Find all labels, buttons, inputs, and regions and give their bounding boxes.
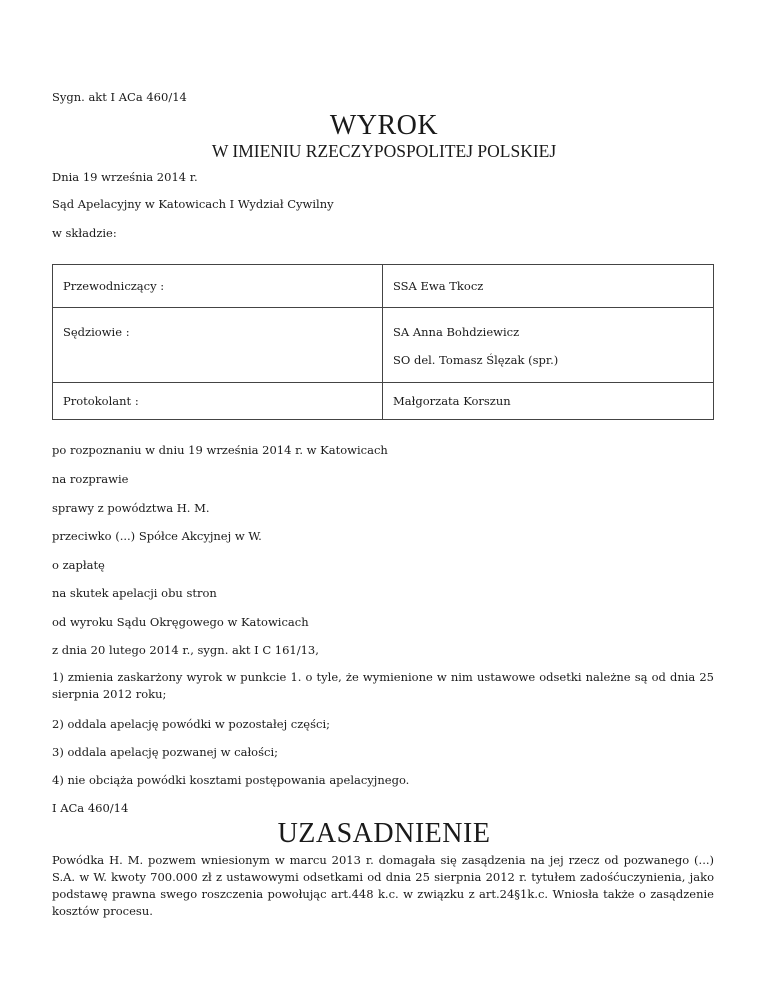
date-line: Dnia 19 września 2014 r. (52, 170, 198, 184)
ruling-item: 1) zmienia zaskarżony wyrok w punkcie 1. o tyle, że wymienione w nim ustawowe odsetki należne są od dnia 25 sierpnia 2012 roku; (52, 670, 714, 701)
judge-2-name: SO del. Tomasz Ślęzak (spr.) (393, 353, 559, 367)
proceeding-line: z dnia 20 lutego 2014 r., sygn. akt I C 161/13, (52, 643, 319, 657)
case-reference: Sygn. akt I ACa 460/14 (52, 90, 187, 104)
proceeding-line: na skutek apelacji obu stron (52, 586, 217, 600)
proceeding-line: od wyroku Sądu Okręgowego w Katowicach (52, 615, 309, 629)
presiding-label: Przewodniczący : (63, 279, 165, 293)
judges-label: Sędziowie : (63, 325, 130, 339)
panel-row-judges (53, 308, 714, 383)
proceeding-line: przeciwko (...) Spółce Akcyjnej w W. (52, 529, 262, 543)
proceeding-line: sprawy z powództwa H. M. (52, 501, 210, 515)
clerk-name: Małgorzata Korszun (393, 394, 511, 408)
justification-paragraph: Powódka H. M. pozwem wniesionym w marcu 2013 r. domagała się zasądzenia na jej rzecz od pozwanego (...) S.A. w W. kwoty 700.000 zł z ustawowymi odsetkami od dnia 25 sierpnia 2012 r. tytułem zadośćuczynienia, jako podstawę prawna swego roszczenia powołując art.448 k.c. w związku z art.24§1k.c. Wniosła także o zasądzenie kosztów procesu. (52, 853, 714, 918)
panel-row-presiding (53, 265, 714, 308)
proceeding-line: na rozprawie (52, 472, 129, 486)
ruling-item: 4) nie obciąża powódki kosztami postępowania apelacyjnego. (52, 773, 410, 787)
case-reference-short: I ACa 460/14 (52, 801, 129, 815)
judgment-title: WYROK (329, 110, 439, 141)
ruling-item: 3) oddala apelację pozwanej w całości; (52, 745, 278, 759)
court-panel-table (52, 264, 714, 420)
court-line: Sąd Apelacyjny w Katowicach I Wydział Cywilny (52, 197, 334, 211)
proceeding-line: o zapłatę (52, 558, 105, 572)
ruling-item: 2) oddala apelację powódki w pozostałej części; (52, 717, 330, 731)
panel-row-clerk (53, 383, 714, 420)
judgment-subtitle: W IMIENIU RZECZYPOSPOLITEJ POLSKIEJ (211, 141, 557, 161)
clerk-label: Protokolant : (63, 394, 139, 408)
justification-title: UZASADNIENIE (277, 818, 491, 849)
composition-label: w składzie: (52, 226, 117, 240)
judge-1-name: SA Anna Bohdziewicz (393, 325, 520, 339)
proceeding-line: po rozpoznaniu w dniu 19 września 2014 r. w Katowicach (52, 443, 388, 457)
presiding-name: SSA Ewa Tkocz (393, 279, 484, 293)
